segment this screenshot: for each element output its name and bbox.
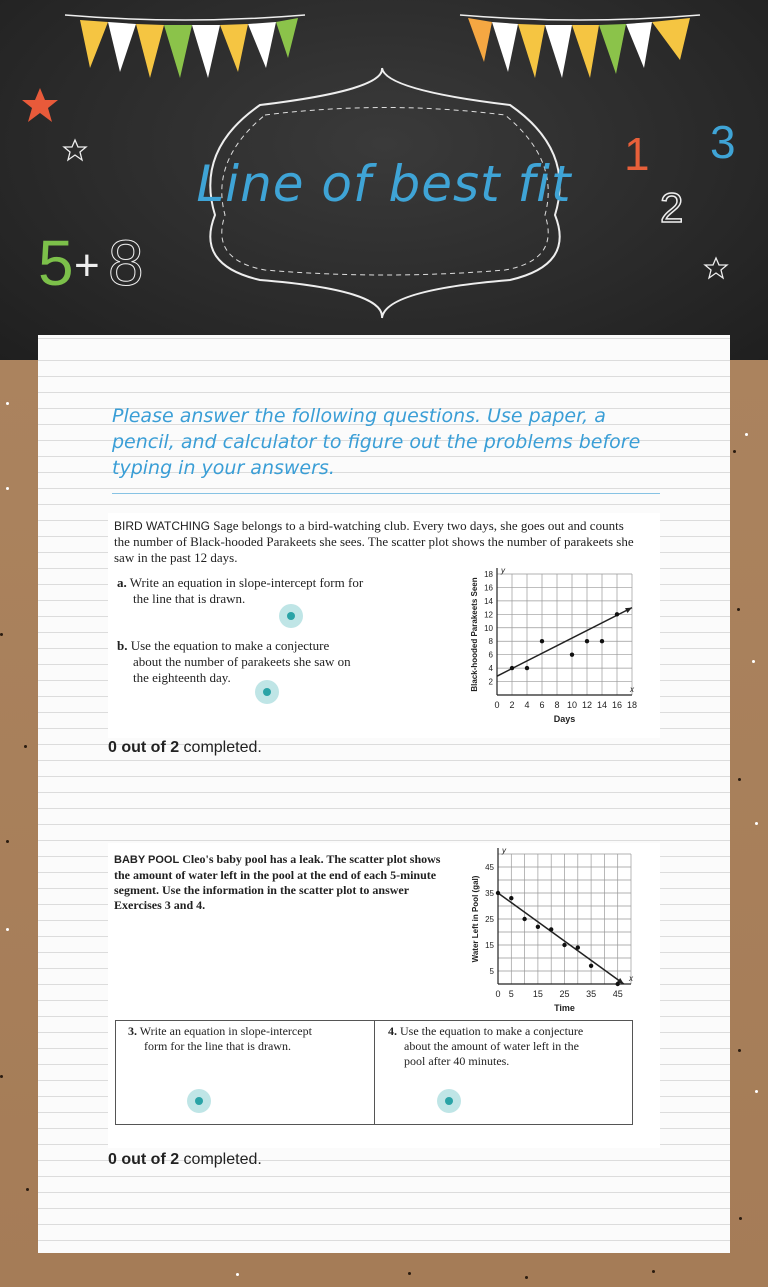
question-2-completed-suffix: completed. <box>179 1151 262 1168</box>
svg-text:+: + <box>74 241 100 290</box>
question-2-heading: BABY POOL <box>114 854 180 866</box>
data-point <box>540 639 544 643</box>
y-axis-title: Water Left in Pool (gal) <box>471 875 480 963</box>
answer-hotspot-3[interactable] <box>187 1089 211 1113</box>
y-tick-label: 35 <box>485 889 494 898</box>
star-icon <box>22 88 58 122</box>
y-tick-label: 15 <box>485 941 494 950</box>
bunting-left-icon <box>65 15 305 78</box>
svg-text:8: 8 <box>108 227 144 299</box>
question-1-text <box>114 518 634 566</box>
x-tick-label: 12 <box>581 700 593 710</box>
y-tick-label: 14 <box>484 596 493 606</box>
x-tick-label: 14 <box>596 700 608 710</box>
part-a-label: a. <box>117 575 127 590</box>
pool-scatter-chart <box>466 848 636 1018</box>
cork-dot <box>525 1276 528 1279</box>
answer-hotspot-1b[interactable] <box>255 680 279 704</box>
exercise-4-line-3: pool after 40 minutes. <box>404 1054 510 1068</box>
y-axis-letter: y <box>501 566 505 575</box>
parakeets-scatter-chart <box>462 566 658 738</box>
y-tick-label: 5 <box>489 967 494 976</box>
data-point <box>525 666 529 670</box>
bunting-right-icon <box>460 15 700 78</box>
exercise-divider <box>374 1021 375 1124</box>
answer-hotspot-4[interactable] <box>437 1089 461 1113</box>
x-tick-label: 45 <box>612 989 623 999</box>
x-axis-title: Time <box>554 1003 575 1013</box>
exercise-3-line-2: form for the line that is drawn. <box>144 1039 291 1053</box>
y-tick-label: 12 <box>484 610 493 620</box>
x-tick-label: 10 <box>566 700 578 710</box>
y-tick-label: 25 <box>485 915 494 924</box>
y-tick-label: 8 <box>488 637 493 647</box>
data-point <box>549 927 553 931</box>
exercise-4-label: 4. <box>388 1024 397 1038</box>
data-point <box>509 896 513 900</box>
instructions-text: Please answer the following questions. Use paper, a pencil, and calculator to figure out the problems before typing in your answers. <box>112 405 641 479</box>
question-2-progress <box>108 1151 262 1169</box>
chalk-number-1: 1 <box>624 128 650 180</box>
answer-hotspot-1a[interactable] <box>279 604 303 628</box>
question-1-completed-suffix: completed. <box>179 739 262 756</box>
exercise-4 <box>388 1024 623 1069</box>
cork-dot <box>738 1049 741 1052</box>
data-point <box>600 639 604 643</box>
y-axis-title: Black-hooded Parakeets Seen <box>470 577 479 692</box>
part-b-line-1: Use the equation to make a conjecture <box>130 638 330 653</box>
data-point <box>615 612 619 616</box>
exercise-3-line-1: Write an equation in slope-intercept <box>139 1024 312 1038</box>
data-point <box>585 639 589 643</box>
cork-dot <box>755 1090 758 1093</box>
question-2-body: Cleo's baby pool has a leak. The scatter plot shows the amount of water left in the pool at the end of each 5-minute segment. Use the information in the scatter plot to answer Exercises 3 and 4. <box>114 852 441 912</box>
cork-dot <box>652 1270 655 1273</box>
part-b-line-2: about the number of parakeets she saw on <box>133 654 351 669</box>
cork-dot <box>26 1188 29 1191</box>
data-point <box>616 982 620 986</box>
data-point <box>576 945 580 949</box>
x-tick-label: 25 <box>559 989 570 999</box>
question-1-body: Sage belongs to a bird-watching club. Every two days, she goes out and counts the number of Black-hooded Parakeets she sees. The scatter plot shows the number of parakeets she saw in the past 12 days. <box>114 518 634 565</box>
cork-dot <box>752 660 755 663</box>
x-tick-label: 18 <box>626 700 638 710</box>
cork-dot <box>408 1272 411 1275</box>
y-axis-letter: y <box>502 848 506 855</box>
question-1-part-a <box>117 575 417 607</box>
exercise-3-label: 3. <box>128 1024 137 1038</box>
cork-dot <box>6 840 9 843</box>
data-point <box>522 917 526 921</box>
cork-dot <box>733 450 736 453</box>
y-tick-label: 4 <box>488 664 493 674</box>
cork-dot <box>236 1273 239 1276</box>
trend-line <box>498 893 624 984</box>
question-2-text <box>114 852 459 913</box>
chalk-5-plus-8: 5 <box>38 227 74 299</box>
y-tick-label: 18 <box>484 570 493 579</box>
part-a-line-1: Write an equation in slope-intercept form for <box>129 575 364 590</box>
cork-dot <box>6 487 9 490</box>
y-tick-label: 6 <box>488 650 493 660</box>
star-icon <box>705 258 727 278</box>
cork-dot <box>755 822 758 825</box>
data-point <box>510 666 514 670</box>
chalk-number-2: 2 <box>660 184 684 231</box>
x-axis-letter: x <box>629 974 633 983</box>
data-point <box>536 925 540 929</box>
data-point <box>589 964 593 968</box>
x-tick-label: 2 <box>509 700 515 710</box>
question-1-progress <box>108 739 262 757</box>
data-point <box>562 943 566 947</box>
y-tick-label: 2 <box>488 677 493 687</box>
cork-dot <box>738 778 741 781</box>
x-tick-label: 8 <box>554 700 560 710</box>
cork-dot <box>0 1075 3 1078</box>
part-b-line-3: the eighteenth day. <box>133 670 231 685</box>
y-tick-label: 10 <box>484 623 493 633</box>
cork-dot <box>737 608 740 611</box>
question-2-completed-count: 0 out of 2 <box>108 1151 180 1168</box>
y-tick-label: 45 <box>485 863 494 872</box>
x-tick-label: 15 <box>532 989 543 999</box>
exercise-3 <box>128 1024 363 1054</box>
part-a-line-2: the line that is drawn. <box>133 591 246 606</box>
x-axis-title: Days <box>553 714 576 724</box>
x-tick-label: 4 <box>524 700 530 710</box>
chalk-number-3: 3 <box>710 116 736 168</box>
part-b-label: b. <box>117 638 128 653</box>
question-1-completed-count: 0 out of 2 <box>108 739 180 756</box>
data-point <box>496 891 500 895</box>
x-tick-label: 0 <box>494 700 500 710</box>
cork-dot <box>739 1217 742 1220</box>
exercise-4-line-1: Use the equation to make a conjecture <box>400 1024 584 1038</box>
cork-dot <box>6 402 9 405</box>
y-tick-label: 16 <box>484 583 493 593</box>
question-1-heading: BIRD WATCHING <box>114 519 210 533</box>
cork-dot <box>0 633 3 636</box>
question-1-part-b <box>117 638 417 686</box>
x-tick-label: 16 <box>611 700 623 710</box>
data-point <box>570 652 574 656</box>
x-tick-label: 35 <box>586 989 597 999</box>
cork-dot <box>745 433 748 436</box>
exercise-4-line-2: about the amount of water left in the <box>404 1039 579 1053</box>
trend-line <box>497 608 632 677</box>
x-tick-label: 0 <box>495 989 501 999</box>
cork-dot <box>6 928 9 931</box>
cork-dot <box>24 745 27 748</box>
x-tick-label: 6 <box>539 700 545 710</box>
page-title: Line of best fit <box>196 155 572 213</box>
instructions-divider <box>112 493 660 494</box>
x-axis-letter: x <box>630 685 634 694</box>
x-tick-label: 5 <box>508 989 514 999</box>
